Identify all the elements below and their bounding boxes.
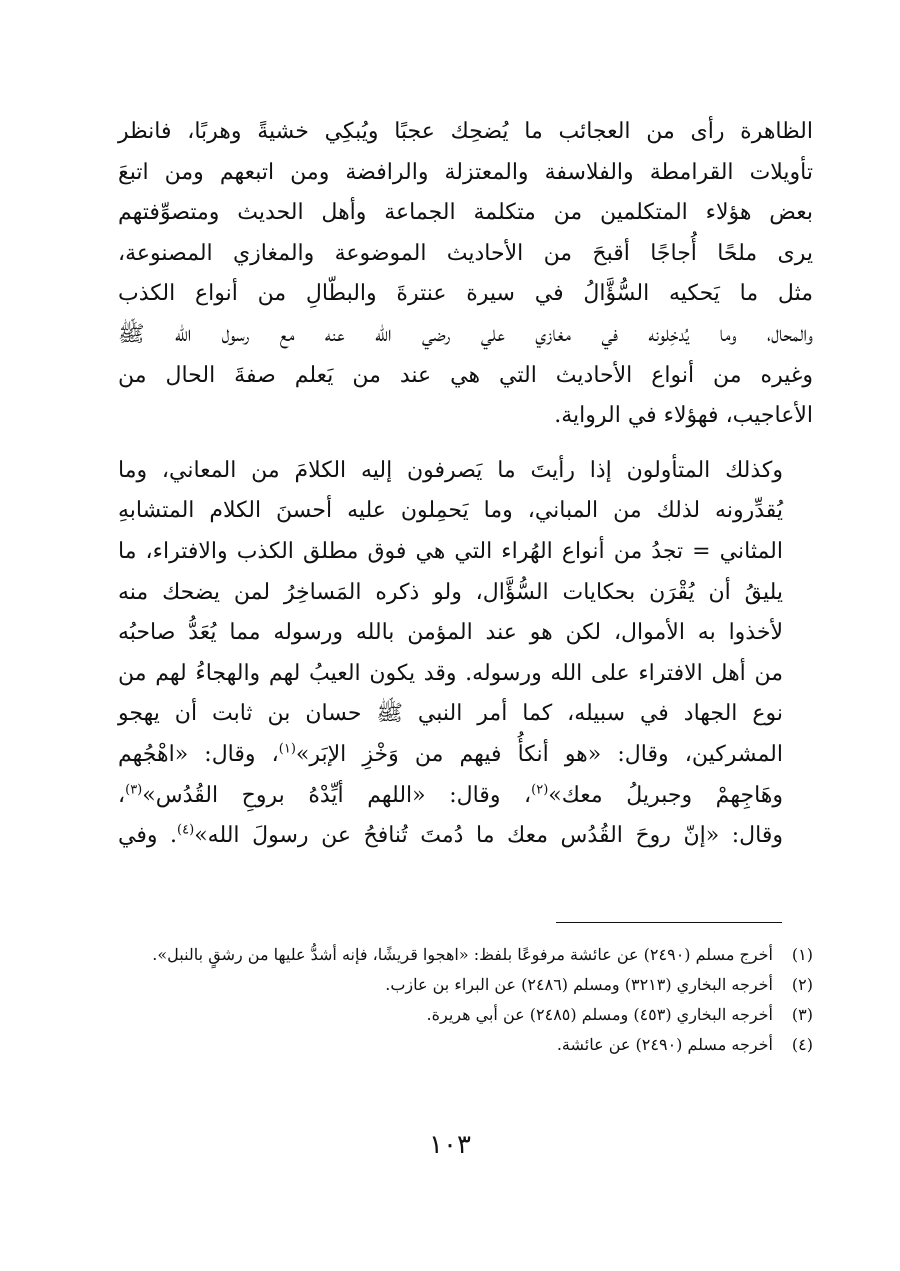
paragraph-2 (118, 451, 813, 857)
footnote-number: (٣) (791, 1005, 813, 1024)
footnote-separator (556, 922, 782, 923)
text-segment: وقال: «إنّ روحَ القُدُس معك ما دُمتَ تُنافحُ عن رسولَ الله» (194, 823, 784, 849)
text-line: الظاهرة رأى من العجائب ما يُضحِك عجبًا ويُبكِي خشيةً وهربًا، فانظر (118, 119, 813, 144)
text-line: المثاني = تجدُ من أنواع الهُراء التي هي فوق مطلق الكذب والافتراء، ما (118, 538, 783, 564)
footnote-1 (118, 940, 813, 970)
text-segment: ، (118, 782, 126, 808)
footnote-3 (118, 1000, 813, 1030)
text-segment: وهَاجِهمْ وجبريلُ معك» (548, 782, 783, 808)
text-line (118, 776, 813, 817)
footnote-2 (118, 970, 813, 1000)
main-text (118, 112, 813, 857)
text-line (118, 816, 813, 857)
footnote-text: أخرجه البخاري (٣٢١٣) ومسلم (٢٤٨٦) عن البراء بن عازب. (385, 975, 773, 994)
text-segment: ، وقال: «اللهم أيِّدْهُ بروحِ القُدُس» (142, 782, 532, 808)
text-line: والمحال، وما يُدخِلونه في مغازي علي رضي الله عنه مع رسول الله ﷺ (118, 321, 813, 347)
text-line: الأعاجيب، فهؤلاء في الرواية. (554, 403, 813, 429)
text-line: تأويلات القرامطة والفلاسفة والمعتزلة والرافضة ومن اتبعهم ومن اتبعَ (118, 159, 813, 185)
footnote-4 (118, 1030, 813, 1060)
footnote-ref-1[interactable]: (١) (278, 741, 296, 757)
footnote-ref-2[interactable]: (٢) (531, 782, 549, 798)
page-number: ١٠٣ (429, 1130, 471, 1160)
text-segment: ، وقال: «اهْجُهم (118, 741, 279, 767)
footnote-text: أخرج مسلم (٢٤٩٠) عن عائشة مرفوعًا بلفظ: «اهجوا قريشًا، فإنه أشدُّ عليها من رشقٍ بالنبل». (152, 945, 773, 964)
footnote-ref-4[interactable]: (٤) (177, 822, 195, 838)
text-line (118, 735, 813, 776)
text-line: يرى ملحًا أُجاجًا أقبحَ من الأحاديث الموضوعة والمغازي المصنوعة، (118, 240, 813, 266)
footnote-number: (٢) (791, 975, 813, 994)
text-line: لأخذوا به الأموال، لكن هو عند المؤمن بالله ورسوله مما يُعَدُّ صاحبُه (118, 620, 783, 646)
text-line: بعض هؤلاء المتكلمين من متكلمة الجماعة وأهل الحديث ومتصوِّفتهم (118, 200, 813, 226)
footnote-text: أخرجه البخاري (٤٥٣) ومسلم (٢٤٨٥) عن أبي هريرة. (426, 1005, 773, 1024)
text-line: وكذلك المتأولون إذا رأيتَ ما يَصرفون إليه الكلامَ من المعاني، وما (118, 457, 783, 483)
paragraph-1 (118, 112, 813, 437)
footnote-ref-3[interactable]: (٣) (125, 782, 143, 798)
footnote-number: (٤) (791, 1035, 813, 1054)
text-line: مثل ما يَحكيه السُّؤَّالُ في سيرة عنترةَ والبطّالِ من أنواع الكذب (118, 281, 813, 307)
footnote-number: (١) (791, 945, 813, 964)
text-segment: المشركين، وقال: «هو أنكأُ فيهم من وَخْزِ الإبَر» (295, 741, 783, 767)
text-segment: . وفي (118, 823, 178, 849)
text-line: من أهل الافتراء على الله ورسوله. وقد يكون العيبُ لهم والهجاءُ لهم من (118, 660, 783, 686)
footnotes (118, 940, 813, 1060)
text-line: يليقُ أن يُقْرَن بحكايات السُّؤَّال، ولو ذكره المَساخِرُ لمن يضحك منه (118, 579, 783, 605)
text-line: وغيره من أنواع الأحاديث التي هي عند من يَعلم صفةَ الحال من (118, 362, 813, 388)
text-line: نوع الجهاد في سبيله، كما أمر النبي ﷺ حسان بن ثابت أن يهجو (118, 701, 783, 727)
footnote-text: أخرجه مسلم (٢٤٩٠) عن عائشة. (556, 1035, 773, 1054)
text-line: يُقدِّرونه لذلك من المباني، وما يَحمِلون عليه أحسنَ الكلام المتشابهِ (118, 498, 783, 524)
